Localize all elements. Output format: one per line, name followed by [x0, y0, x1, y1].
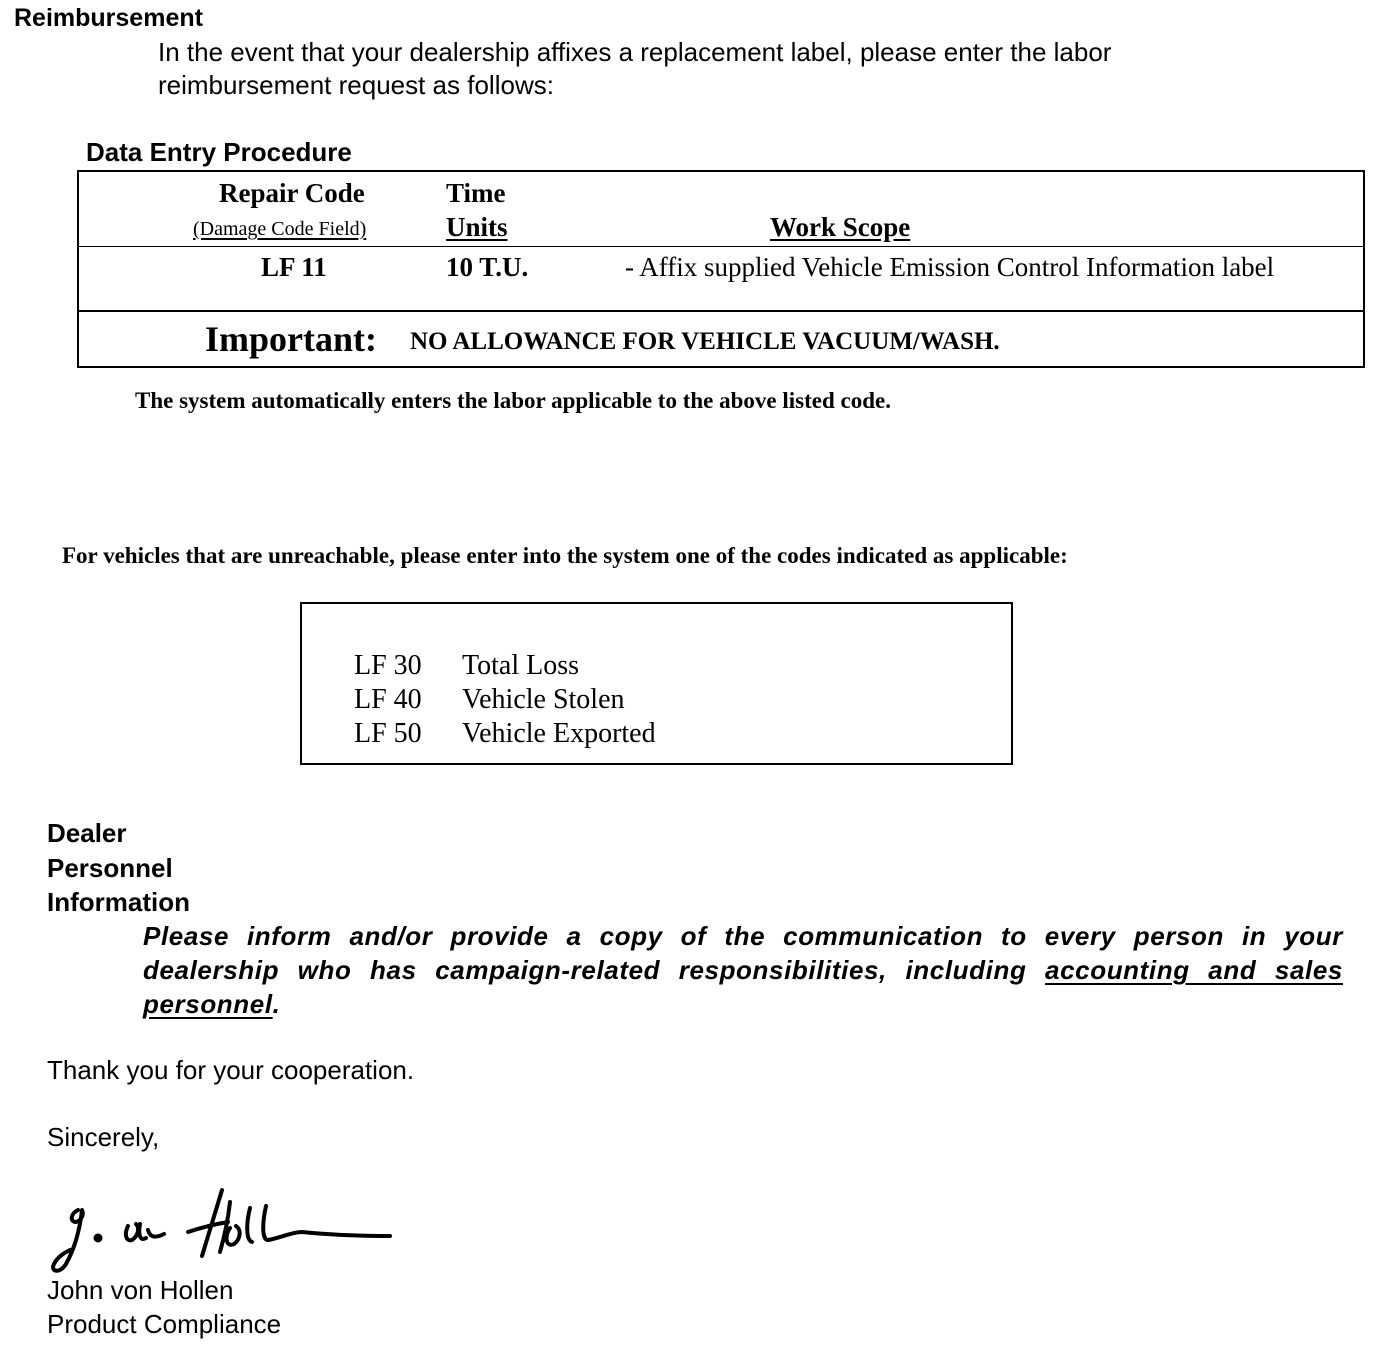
code-row — [354, 684, 625, 716]
handwritten-signature — [40, 1180, 400, 1280]
data-entry-heading: Data Entry Procedure — [86, 137, 352, 167]
intro-line-1: In the event that your dealership affixes a replacement label, please enter the labor — [158, 37, 1112, 67]
important-divider — [79, 310, 1363, 312]
code-description: Vehicle Exported — [462, 718, 656, 749]
code-value: LF 30 — [354, 650, 422, 681]
dealer-instructions — [143, 919, 1343, 1021]
unreachable-note: For vehicles that are unreachable, please enter into the system one of the codes indicated as applicable: — [62, 543, 1068, 568]
row-time-units: 10 T.U. — [446, 252, 529, 282]
system-note: The system automatically enters the labor applicable to the above listed code. — [135, 388, 891, 413]
col-work-scope: Work Scope — [770, 212, 911, 242]
row-work-scope: - Affix supplied Vehicle Emission Control Information label — [625, 252, 1275, 282]
intro-line-2: reimbursement request as follows: — [158, 70, 554, 100]
code-description: Total Loss — [462, 650, 580, 681]
reimbursement-intro — [158, 36, 1111, 102]
important-label: Important: — [205, 319, 377, 359]
col-repair-code: Repair Code — [219, 178, 365, 208]
dealer-personnel-heading — [47, 816, 190, 920]
table-row-divider — [79, 246, 1363, 247]
reimbursement-heading: Reimbursement — [14, 4, 203, 32]
code-value: LF 50 — [354, 718, 422, 749]
dealer-heading-line-3: Information — [47, 887, 190, 917]
data-entry-table — [77, 170, 1365, 368]
dealer-text-end: . — [272, 989, 281, 1019]
col-time: Time — [446, 178, 506, 208]
col-units: Units — [446, 212, 508, 242]
row-repair-code: LF 11 — [261, 252, 327, 282]
dealer-heading-line-1: Dealer — [47, 818, 127, 848]
thanks-line: Thank you for your cooperation. — [47, 1055, 415, 1085]
dealer-text: Please inform and/or provide a copy of the communication to every person in your dealership who has campaign-related responsibilities, including — [143, 921, 1343, 985]
signer-title: Product Compliance — [47, 1309, 282, 1339]
code-row — [354, 650, 579, 682]
dealer-heading-line-2: Personnel — [47, 852, 173, 883]
code-value: LF 40 — [354, 684, 422, 715]
unreachable-codes-box — [300, 602, 1013, 765]
col-repair-code-sub: (Damage Code Field) — [193, 218, 367, 240]
important-text: NO ALLOWANCE FOR VEHICLE VACUUM/WASH. — [410, 328, 1000, 355]
dealer-text-underlined: accounting and sales personnel — [143, 955, 1343, 1019]
code-row — [354, 718, 656, 750]
code-description: Vehicle Stolen — [462, 684, 625, 715]
signer-name: John von Hollen — [47, 1275, 234, 1305]
sincerely-line: Sincerely, — [47, 1122, 160, 1152]
